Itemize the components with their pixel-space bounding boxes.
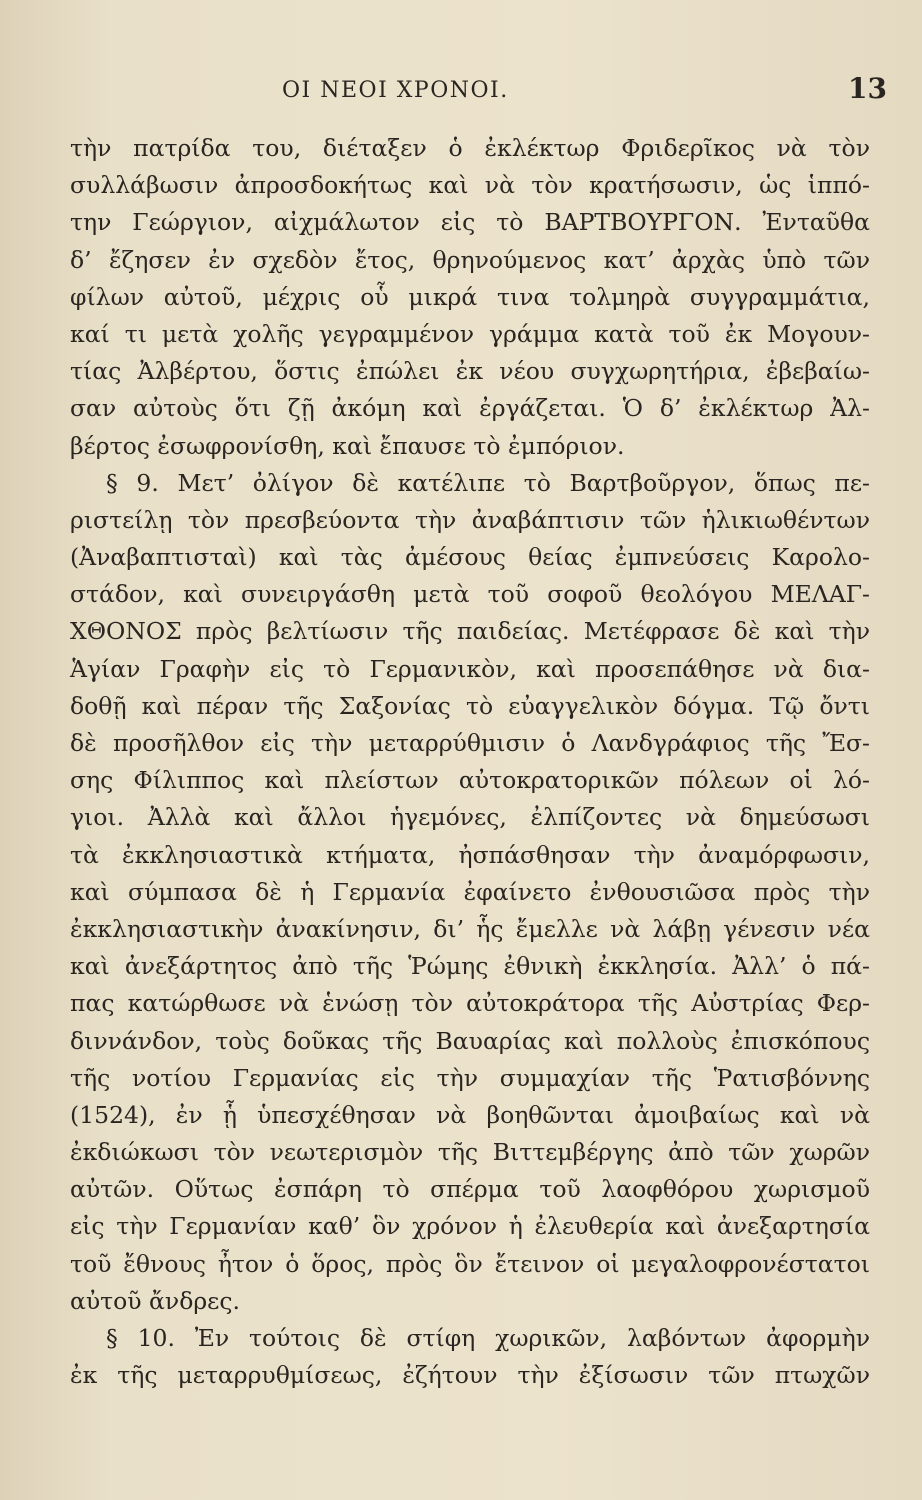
body-text xyxy=(70,130,870,1394)
running-title: ΟΙ ΝΕΟΙ ΧΡΟΝΟΙ. xyxy=(282,78,509,103)
page-header xyxy=(0,72,922,118)
text-line: δ’ ἔζησεν ἐν σχεδὸν ἔτος, θρηνούμενος κατ’ ἀρχὰς ὑπὸ τῶν xyxy=(70,245,870,274)
text-line: εἰς τὴν Γερμανίαν καθ’ ὃν χρόνον ἡ ἐλευθερία καὶ ἀνεξαρτησία xyxy=(70,1212,870,1241)
text-line: συλλάβωσιν ἀπροσδοκήτως καὶ νὰ τὸν κρατήσωσιν, ὡς ἱππό- xyxy=(70,171,870,200)
text-line: ἐκκλησιαστικὴν ἀνακίνησιν, δι’ ἧς ἔμελλε νὰ λάβῃ γένεσιν νέα xyxy=(70,914,870,943)
text-line: αὐτοῦ ἄνδρες. xyxy=(70,1286,240,1315)
text-line: δοθῇ καὶ πέραν τῆς Σαξονίας τὸ εὐαγγελικὸν δόγμα. Τῷ ὄντι xyxy=(70,691,870,720)
text-line: την Γεώργιον, αἰχμάλωτον εἰς τὸ ΒΑΡΤΒΟΥΡΓΟΝ. Ἐνταῦθα xyxy=(70,208,870,237)
text-line: (Ἀναβαπτισταὶ) καὶ τὰς ἀμέσους θείας ἐμπνεύσεις Καρολο- xyxy=(70,543,870,572)
text-line: γιοι. Ἀλλὰ καὶ ἄλλοι ἡγεμόνες, ἐλπίζοντες νὰ δημεύσωσι xyxy=(70,803,870,832)
text-line: ΧΘΟΝΟΣ πρὸς βελτίωσιν τῆς παιδείας. Μετέφρασε δὲ καὶ τὴν xyxy=(70,617,870,646)
text-line: τὰ ἐκκλησιαστικὰ κτήματα, ἠσπάσθησαν τὴν ἀναμόρφωσιν, xyxy=(70,840,870,869)
text-line: διννάνδον, τοὺς δοῦκας τῆς Βαυαρίας καὶ πολλοὺς ἐπισκόπους xyxy=(70,1026,870,1055)
text-line: τοῦ ἔθνους ἦτον ὁ ὅρος, πρὸς ὃν ἔτεινον οἱ μεγαλοφρονέστατοι xyxy=(70,1249,870,1278)
text-line: πας κατώρθωσε νὰ ἑνώσῃ τὸν αὐτοκράτορα τῆς Αὐστρίας Φερ- xyxy=(70,989,870,1018)
text-line: στάδον, καὶ συνειργάσθη μετὰ τοῦ σοφοῦ θεολόγου ΜΕΛΑΓ- xyxy=(70,580,870,609)
text-line: τῆς νοτίου Γερμανίας εἰς τὴν συμμαχίαν τῆς Ῥατισβόννης xyxy=(70,1063,870,1092)
text-line: § 9. Μετ’ ὀλίγον δὲ κατέλιπε τὸ Βαρτβοῦργον, ὅπως πε- xyxy=(106,468,870,497)
text-line: φίλων αὐτοῦ, μέχρις οὗ μικρά τινα τολμηρὰ συγγραμμάτια, xyxy=(70,282,870,311)
text-line: τίας Ἀλβέρτου, ὅστις ἐπώλει ἐκ νέου συγχωρητήρια, ἐβεβαίω- xyxy=(70,357,870,386)
text-line: σης Φίλιππος καὶ πλείστων αὐτοκρατορικῶν πόλεων οἱ λό- xyxy=(70,766,870,795)
text-line: αὐτῶν. Οὕτως ἐσπάρη τὸ σπέρμα τοῦ λαοφθόρου χωρισμοῦ xyxy=(70,1175,870,1204)
text-line: Ἁγίαν Γραφὴν εἰς τὸ Γερμανικὸν, καὶ προσεπάθησε νὰ δια- xyxy=(70,654,870,683)
text-line: ἐκ τῆς μεταρρυθμίσεως, ἐζήτουν τὴν ἐξίσωσιν τῶν πτωχῶν xyxy=(70,1361,870,1390)
text-line: τὴν πατρίδα του, διέταξεν ὁ ἐκλέκτωρ Φριδερῖκος νὰ τὸν xyxy=(70,134,870,162)
text-line: καὶ σύμπασα δὲ ἡ Γερμανία ἐφαίνετο ἐνθουσιῶσα πρὸς τὴν xyxy=(70,877,870,906)
text-line: σαν αὐτοὺς ὅτι ζῇ ἀκόμη καὶ ἐργάζεται. Ὁ δ’ ἐκλέκτωρ Ἀλ- xyxy=(70,394,870,423)
text-line: ριστείλῃ τὸν πρεσβεύοντα τὴν ἀναβάπτισιν τῶν ἡλικιωθέντων xyxy=(70,505,870,534)
text-line: ἐκδιώκωσι τὸν νεωτερισμὸν τῆς Βιττεμβέργης ἀπὸ τῶν χωρῶν xyxy=(70,1138,870,1167)
text-line: βέρτος ἐσωφρονίσθη, καὶ ἔπαυσε τὸ ἐμπόριον. xyxy=(70,431,625,460)
text-line: (1524), ἐν ᾗ ὑπεσχέθησαν νὰ βοηθῶνται ἀμοιβαίως καὶ νὰ xyxy=(70,1100,870,1129)
text-line: δὲ προσῆλθον εἰς τὴν μεταρρύθμισιν ὁ Λανδγράφιος τῆς Ἔσ- xyxy=(70,729,870,757)
text-line: καὶ ἀνεξάρτητος ἀπὸ τῆς Ῥώμης ἐθνικὴ ἐκκλησία. Ἀλλ’ ὁ πά- xyxy=(70,952,870,981)
text-line: καί τι μετὰ χολῆς γεγραμμένον γράμμα κατὰ τοῦ ἐκ Μογουν- xyxy=(70,319,870,348)
page-number: 13 xyxy=(848,72,887,105)
text-line: § 10. Ἐν τούτοις δὲ στίφη χωρικῶν, λαβόντων ἀφορμὴν xyxy=(106,1324,870,1352)
